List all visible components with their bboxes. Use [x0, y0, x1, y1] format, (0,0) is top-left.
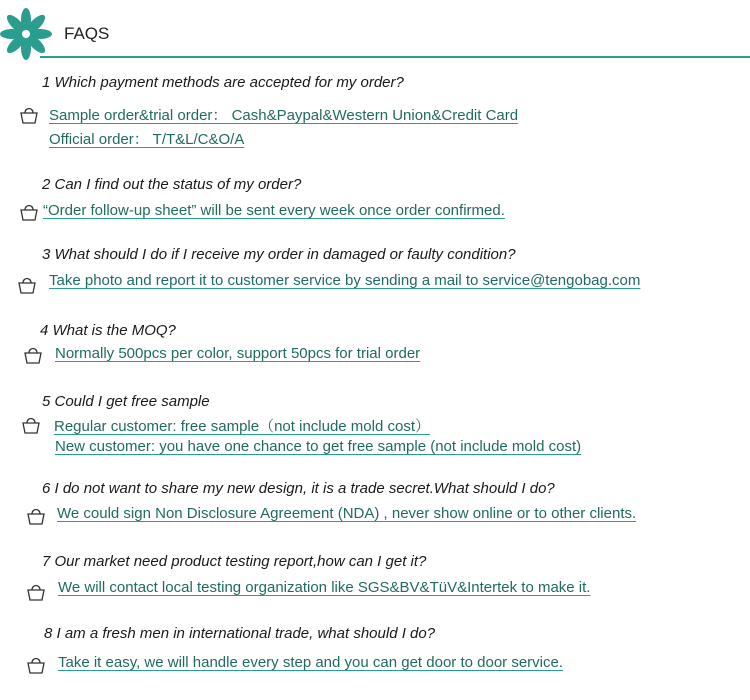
- faq-answer-5-2: New customer: you have one chance to get free sample (not include mold cost): [55, 438, 582, 455]
- faq-question-8: 8 I am a fresh men in international trade, what should I do?: [44, 625, 436, 642]
- faq-answer-1-1: Sample order&trial order： Cash&Paypal&Western Union&Credit Card: [49, 107, 519, 124]
- faq-answer-4-1: Normally 500pcs per color, support 50pcs for trial order: [55, 345, 421, 362]
- handbag-icon: [25, 506, 47, 526]
- faq-answer-7-1: We will contact local testing organization like SGS&BV&TüV&Intertek to make it.: [58, 579, 591, 596]
- flower-logo-icon: [0, 8, 52, 60]
- handbag-icon: [16, 275, 38, 295]
- faq-answer-5-1: Regular customer: free sample（not include mold cost）: [54, 418, 430, 435]
- faq-question-4: 4 What is the MOQ?: [40, 322, 176, 339]
- faq-answer-3-1: Take photo and report it to customer service by sending a mail to service@tengobag.com: [49, 272, 641, 289]
- handbag-icon: [25, 582, 47, 602]
- handbag-icon: [20, 415, 42, 435]
- faq-question-7: 7 Our market need product testing report,how can I get it?: [42, 553, 427, 570]
- faq-question-3: 3 What should I do if I receive my order in damaged or faulty condition?: [42, 246, 516, 263]
- faq-question-2: 2 Can I find out the status of my order?: [42, 176, 302, 193]
- faq-question-6: 6 I do not want to share my new design, it is a trade secret.What should I do?: [42, 480, 555, 497]
- header-divider: [40, 56, 750, 58]
- page-title: FAQS: [64, 24, 110, 43]
- faq-answer-1-2: Official order： T/T&L/C&O/A: [49, 131, 245, 148]
- handbag-icon: [25, 655, 47, 675]
- faq-header: [0, 0, 750, 60]
- handbag-icon: [22, 345, 44, 365]
- faq-answer-2-1: “Order follow-up sheet” will be sent every week once order confirmed.: [43, 202, 505, 219]
- faq-answer-6-1: We could sign Non Disclosure Agreement (NDA) , never show online or to other clients.: [57, 505, 637, 522]
- faq-question-1: 1 Which payment methods are accepted for my order?: [42, 74, 404, 91]
- faq-answer-8-1: Take it easy, we will handle every step and you can get door to door service.: [58, 654, 563, 671]
- handbag-icon: [18, 105, 40, 125]
- faq-question-5: 5 Could I get free sample: [42, 393, 210, 410]
- handbag-icon: [18, 202, 40, 222]
